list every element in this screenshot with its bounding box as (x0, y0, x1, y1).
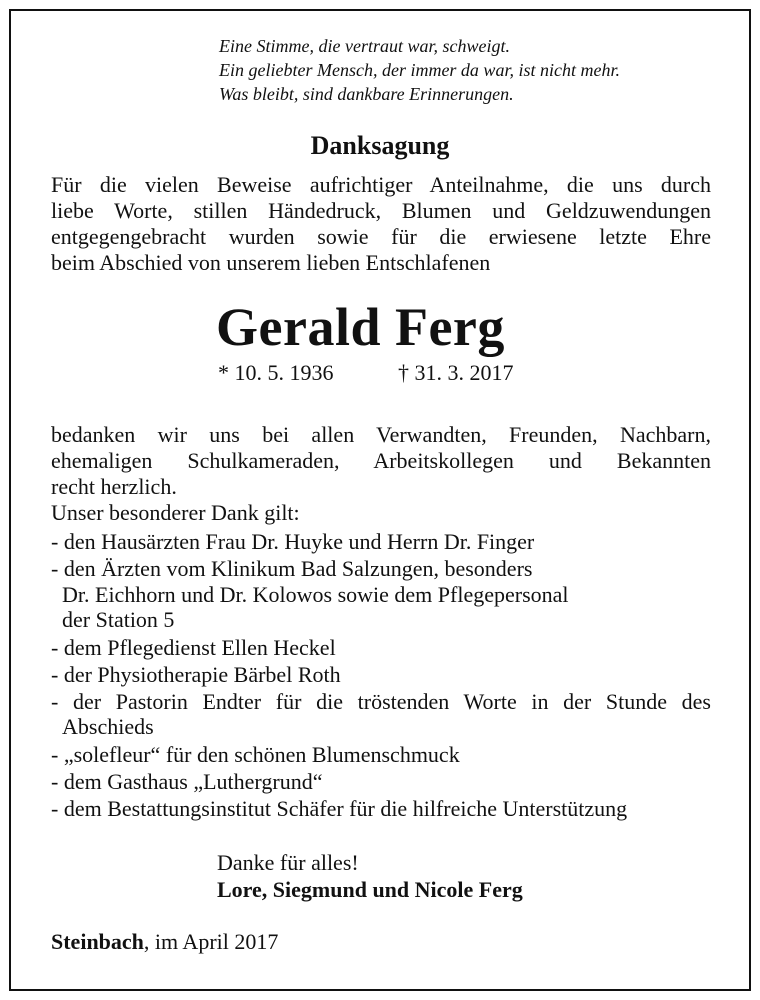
closing-thanks: Danke für alles! (217, 850, 359, 875)
special-heading: Unser besonderer Dank gilt: (51, 500, 300, 525)
intro-line-4: beim Abschied von unserem lieben Entschlafenen (51, 250, 491, 275)
birth-date: * 10. 5. 1936 (218, 360, 334, 385)
death-date: † 31. 3. 2017 (398, 360, 514, 385)
thanks-line-3: recht herzlich. (51, 474, 177, 499)
list-item: - der Pastorin Endter für die tröstenden Worte in der Stunde des (51, 689, 711, 714)
intro-line-3: entgegengebracht wurden sowie für die erwiesene letzte Ehre (51, 224, 711, 249)
intro-line-2: liebe Worte, stillen Händedruck, Blumen und Geldzuwendungen (51, 198, 711, 223)
deceased-name: Gerald Ferg (216, 297, 505, 357)
poem-line-2: Ein geliebter Mensch, der immer da war, ist nicht mehr. (219, 60, 620, 80)
list-item: Abschieds (62, 714, 154, 739)
list-item: - den Ärzten vom Klinikum Bad Salzungen, besonders (51, 556, 533, 581)
page-title: Danksagung (310, 131, 450, 160)
intro-line-1: Für die vielen Beweise aufrichtiger Anteilnahme, die uns durch (51, 172, 711, 197)
signatories: Lore, Siegmund und Nicole Ferg (217, 877, 523, 902)
date: , im April 2017 (143, 929, 279, 954)
list-item: - den Hausärzten Frau Dr. Huyke und Herrn Dr. Finger (51, 529, 535, 554)
poem-line-3: Was bleibt, sind dankbare Erinnerungen. (219, 84, 514, 104)
list-item: - dem Gasthaus „Luthergrund“ (51, 769, 323, 794)
thanks-line-2: ehemaligen Schulkameraden, Arbeitskollegen und Bekannten (51, 448, 711, 473)
place: Steinbach (51, 929, 144, 954)
list-item: der Station 5 (62, 607, 175, 632)
place-date (51, 929, 278, 955)
list-item: - dem Bestattungsinstitut Schäfer für die hilfreiche Unterstützung (51, 796, 628, 821)
poem-line-1: Eine Stimme, die vertraut war, schweigt. (219, 36, 510, 56)
list-item: Dr. Eichhorn und Dr. Kolowos sowie dem Pflegepersonal (62, 582, 569, 607)
list-item: - der Physiotherapie Bärbel Roth (51, 662, 341, 687)
thanks-line-1: bedanken wir uns bei allen Verwandten, Freunden, Nachbarn, (51, 422, 711, 447)
list-item: - dem Pflegedienst Ellen Heckel (51, 635, 336, 660)
list-item: - „solefleur“ für den schönen Blumenschmuck (51, 742, 460, 767)
